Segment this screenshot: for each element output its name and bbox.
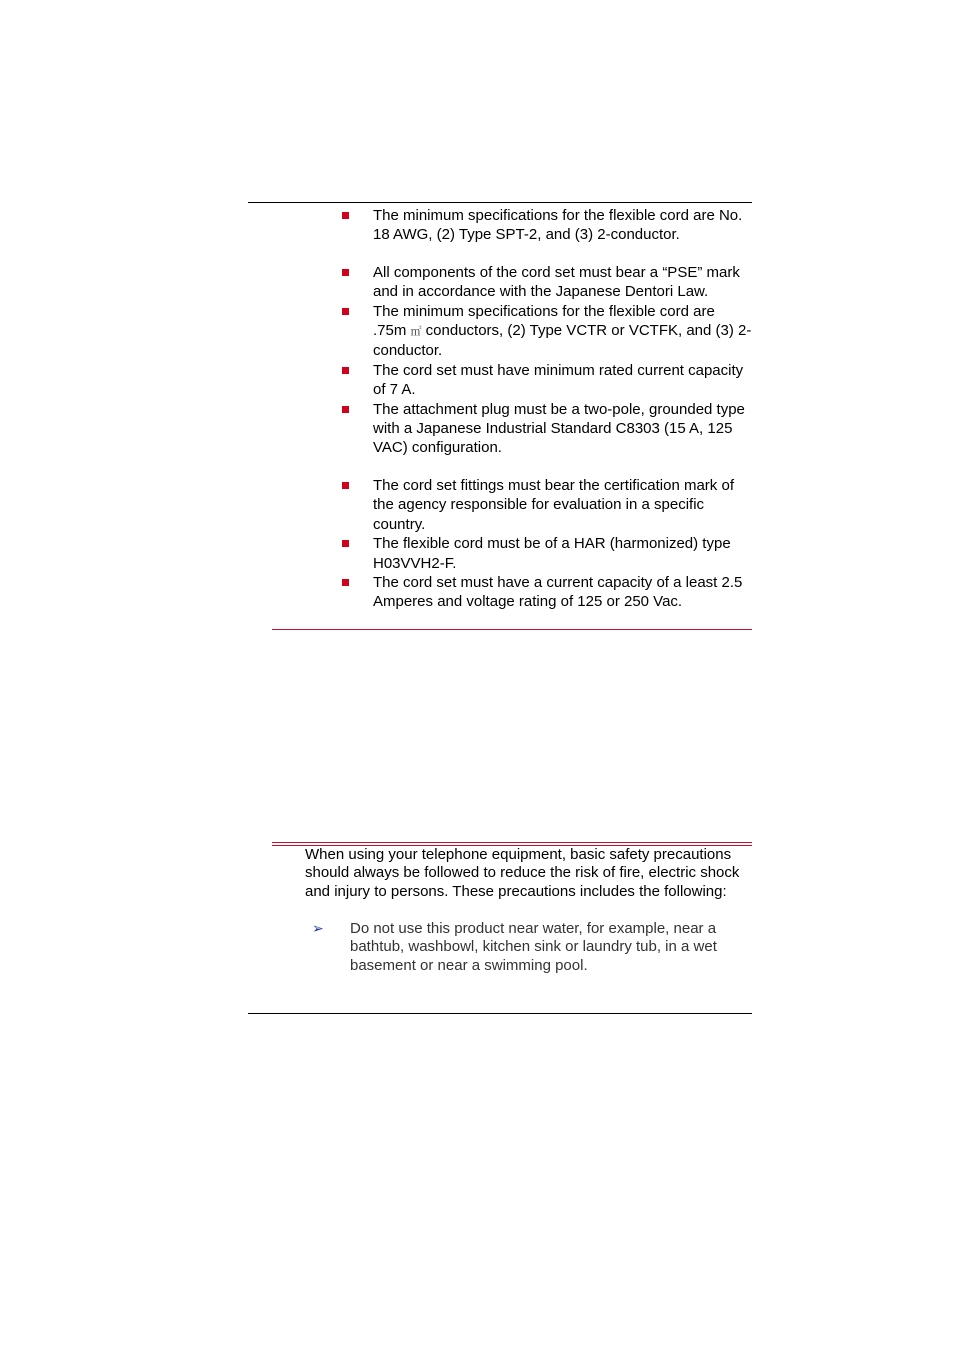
list-item <box>340 400 752 458</box>
list-item <box>340 302 752 361</box>
list-item-text: All components of the cord set must bear a “PSE” mark and in accordance with the Japanese Dentori Law. <box>373 263 740 301</box>
list-item <box>340 476 752 534</box>
bottom-rule <box>248 1013 752 1014</box>
cord-requirements-list <box>340 206 752 612</box>
list-item-text: Do not use this product near water, for example, near a bathtub, washbowl, kitchen sink or laundry tub, in a wet basement or near a swimming pool. <box>350 920 717 974</box>
square-bullet-icon <box>342 540 349 547</box>
list-item <box>340 534 752 573</box>
list-item-text: The cord set must have a current capacity of a least 2.5 Amperes and voltage rating of 125 or 250 Vac. <box>373 573 743 611</box>
telephone-safety-list <box>312 920 752 975</box>
arrow-bullet-icon: ➢ <box>312 921 324 937</box>
list-item-text-start: The minimum specifications for the flexible cord are .75m <box>373 302 715 340</box>
section-end-rule <box>272 629 752 630</box>
list-item <box>340 263 752 302</box>
square-bullet-icon <box>342 367 349 374</box>
list-item-text: The minimum specifications for the flexible cord are No. 18 AWG, (2) Type SPT-2, and (3) 2-conductor. <box>373 207 743 244</box>
list-item <box>340 361 752 400</box>
square-bullet-icon <box>342 579 349 586</box>
list-item <box>340 206 752 245</box>
square-bullet-icon <box>342 269 349 276</box>
square-bullet-icon <box>342 212 349 219</box>
square-bullet-icon <box>342 406 349 413</box>
list-item <box>340 573 752 612</box>
list-item <box>312 920 752 975</box>
list-item-text: The cord set must have minimum rated current capacity of 7 A. <box>373 361 744 399</box>
list-item-text: The cord set fittings must bear the certification mark of the agency responsible for evaluation in a specific country. <box>373 476 734 533</box>
square-bullet-icon <box>342 482 349 489</box>
square-meter-unit: ㎡ <box>410 325 422 339</box>
list-item-text: The attachment plug must be a two-pole, grounded type with a Japanese Industrial Standard C8303 (15 A, 125 VAC) configuration. <box>373 400 745 457</box>
list-item-text-end: conductors, (2) Type VCTR or VCTFK, and (3) 2-conductor. <box>373 322 752 360</box>
telephone-safety-intro: When using your telephone equipment, basic safety precautions should always be followed to reduce the risk of fire, electric shock and injury to persons. These precautions includes the following: <box>305 846 740 900</box>
square-bullet-icon <box>342 308 349 315</box>
top-rule <box>248 202 752 203</box>
list-item-text: The flexible cord must be of a HAR (harmonized) type H03VVH2-F. <box>373 535 731 572</box>
